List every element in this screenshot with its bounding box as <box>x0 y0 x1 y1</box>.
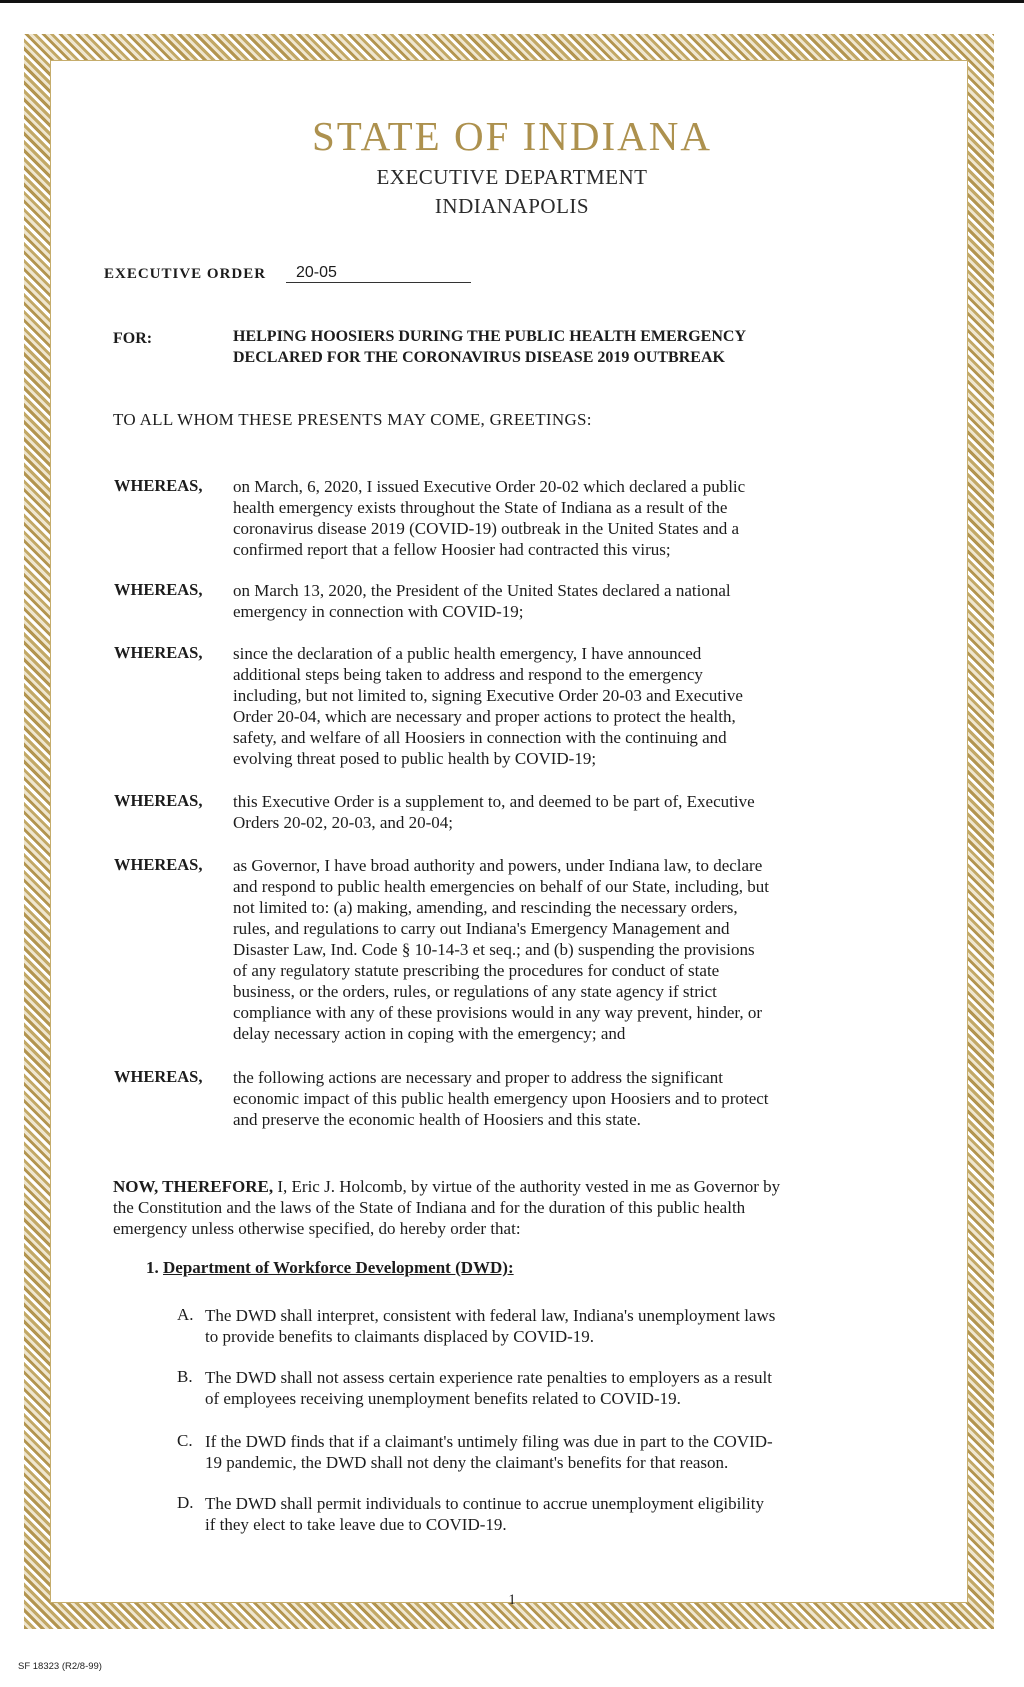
list-item-letter: B. <box>177 1367 193 1386</box>
text-line: additional steps being taken to address and respond to the emergency <box>233 665 703 684</box>
text-line: Order 20-04, which are necessary and proper actions to protect the health, <box>233 707 736 726</box>
whereas-text <box>233 643 911 769</box>
text-line: of employees receiving unemployment benefits related to COVID-19. <box>205 1389 681 1408</box>
executive-order-label: EXECUTIVE ORDER <box>104 266 267 282</box>
whereas-text <box>233 1067 911 1130</box>
for-label: FOR: <box>113 330 153 347</box>
text-line <box>113 1176 913 1197</box>
text-line: since the declaration of a public health emergency, I have announced <box>233 644 702 663</box>
text-line: health emergency exists throughout the State of Indiana as a result of the <box>233 498 728 517</box>
now-therefore-paragraph <box>113 1176 913 1239</box>
text-line: 19 pandemic, the DWD shall not deny the claimant's benefits for that reason. <box>205 1453 729 1472</box>
text-line: compliance with any of these provisions would in any way prevent, hinder, or <box>233 1003 763 1022</box>
text-line: Disaster Law, Ind. Code § 10-14-3 et seq.; and (b) suspending the provisions <box>233 940 755 959</box>
text-line: evolving threat posed to public health by COVID-19; <box>233 749 597 768</box>
whereas-label: WHEREAS, <box>114 580 203 599</box>
text-line: if they elect to take leave due to COVID-19. <box>205 1515 507 1534</box>
list-item-text <box>205 1305 920 1347</box>
whereas-label: WHEREAS, <box>114 476 203 495</box>
text-line: The DWD shall interpret, consistent with federal law, Indiana's unemployment laws <box>205 1306 776 1325</box>
order-subject-line: HELPING HOOSIERS DURING THE PUBLIC HEALTH EMERGENCY <box>233 328 746 345</box>
section-number: 1. <box>146 1258 159 1277</box>
whereas-text <box>233 476 911 560</box>
text-line: as Governor, I have broad authority and powers, under Indiana law, to declare <box>233 856 763 875</box>
text-line: and preserve the economic health of Hoosiers and this state. <box>233 1110 641 1129</box>
list-item-text <box>205 1367 920 1409</box>
list-item-letter: A. <box>177 1305 194 1324</box>
text-line: If the DWD finds that if a claimant's untimely filing was due in part to the COVID- <box>205 1432 773 1451</box>
order-subject <box>233 326 746 368</box>
whereas-text <box>233 855 911 1044</box>
order-subject-line: DECLARED FOR THE CORONAVIRUS DISEASE 2019 OUTBREAK <box>233 349 725 366</box>
list-item-text <box>205 1493 920 1535</box>
text-line-rest: I, Eric J. Holcomb, by virtue of the authority vested in me as Governor by <box>273 1177 781 1196</box>
text-line: emergency in connection with COVID-19; <box>233 602 524 621</box>
text-line: including, but not limited to, signing Executive Order 20-03 and Executive <box>233 686 743 705</box>
text-line: the Constitution and the laws of the State of Indiana and for the duration of this public health <box>113 1198 746 1217</box>
executive-order-number: 20-05 <box>286 264 471 283</box>
text-line: the following actions are necessary and proper to address the significant <box>233 1068 724 1087</box>
text-line: this Executive Order is a supplement to, and deemed to be part of, Executive <box>233 792 755 811</box>
text-line: The DWD shall permit individuals to continue to accrue unemployment eligibility <box>205 1494 764 1513</box>
whereas-label: WHEREAS, <box>114 791 203 810</box>
text-line: to provide benefits to claimants displaced by COVID-19. <box>205 1327 595 1346</box>
form-number: SF 18323 (R2/8-99) <box>18 1661 102 1672</box>
greeting: TO ALL WHOM THESE PRESENTS MAY COME, GREETINGS: <box>113 410 592 429</box>
list-item-letter: C. <box>177 1431 193 1450</box>
text-line: coronavirus disease 2019 (COVID-19) outbreak in the United States and a <box>233 519 740 538</box>
section-title: Department of Workforce Development (DWD): <box>163 1258 514 1277</box>
whereas-label: WHEREAS, <box>114 1067 203 1086</box>
state-title: STATE OF INDIANA <box>312 113 712 159</box>
text-line: on March, 6, 2020, I issued Executive Order 20-02 which declared a public <box>233 477 746 496</box>
page-number: 1 <box>508 1592 516 1608</box>
whereas-label: WHEREAS, <box>114 855 203 874</box>
text-line: on March 13, 2020, the President of the United States declared a national <box>233 581 731 600</box>
text-line: not limited to: (a) making, amending, and rescinding the necessary orders, <box>233 898 738 917</box>
text-line: Orders 20-02, 20-03, and 20-04; <box>233 813 454 832</box>
text-line: delay necessary action in coping with the emergency; and <box>233 1024 626 1043</box>
now-therefore-lead: NOW, THEREFORE, <box>113 1177 274 1196</box>
text-line: of any regulatory statute prescribing the procedures for conduct of state <box>233 961 720 980</box>
text-line: The DWD shall not assess certain experience rate penalties to employers as a result <box>205 1368 772 1387</box>
city-heading: INDIANAPOLIS <box>434 194 590 218</box>
section-heading <box>146 1258 514 1278</box>
text-line: and respond to public health emergencies on behalf of our State, including, but <box>233 877 769 896</box>
department-heading: EXECUTIVE DEPARTMENT <box>376 165 648 189</box>
list-item-text <box>205 1431 920 1473</box>
whereas-text <box>233 580 911 622</box>
whereas-label: WHEREAS, <box>114 643 203 662</box>
whereas-text <box>233 791 911 833</box>
text-line: safety, and welfare of all Hoosiers in connection with the continuing and <box>233 728 727 747</box>
text-line: business, or the orders, rules, or regulations of any state agency if strict <box>233 982 717 1001</box>
list-item-letter: D. <box>177 1493 194 1512</box>
text-line: rules, and regulations to carry out Indiana's Emergency Management and <box>233 919 730 938</box>
text-line: economic impact of this public health emergency upon Hoosiers and to protect <box>233 1089 769 1108</box>
text-line: confirmed report that a fellow Hoosier had contracted this virus; <box>233 540 671 559</box>
text-line: emergency unless otherwise specified, do hereby order that: <box>113 1219 521 1238</box>
